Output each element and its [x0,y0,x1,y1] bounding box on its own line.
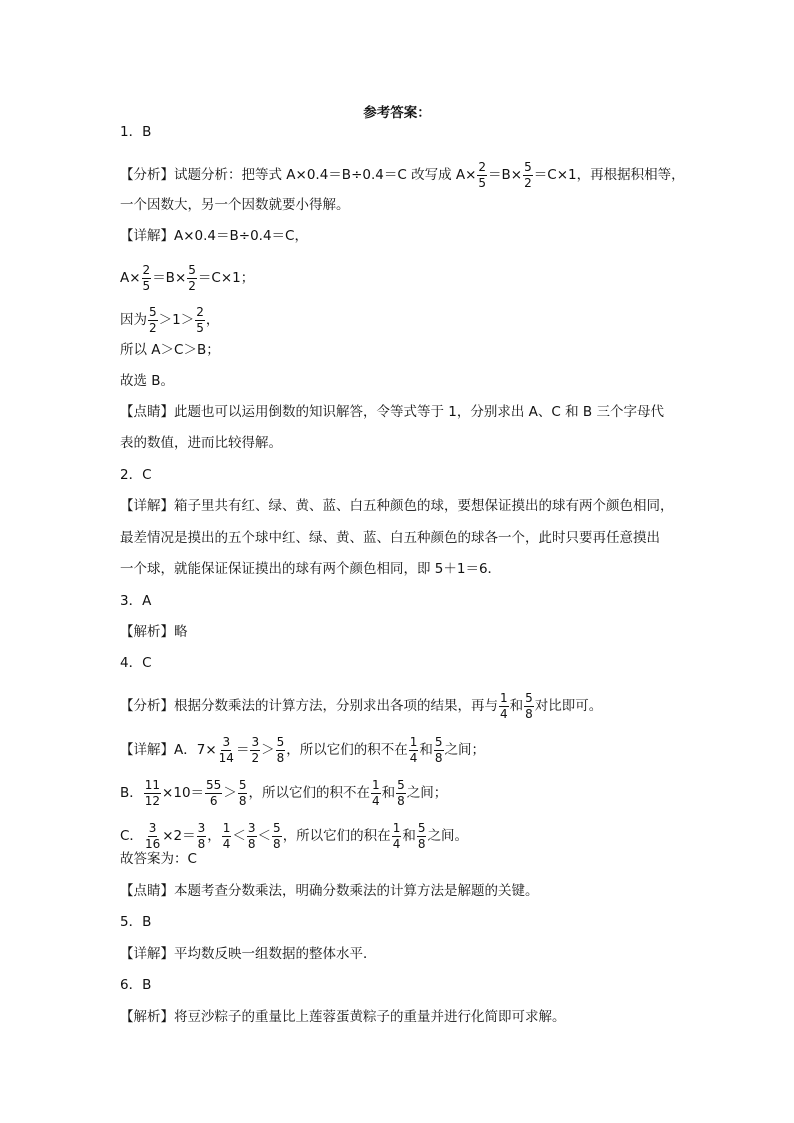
text: ＞ [261,742,275,759]
q1-detail-line-1 [120,230,308,244]
text: ＞1＞ [158,312,195,329]
comment-tag: 【点睛】 [120,404,174,420]
text: 之间； [444,742,485,759]
fraction: $\frac{5}{8}$ [417,821,426,851]
q4-analysis [120,692,602,720]
fraction: $\frac{5}{8}$ [434,735,443,765]
text: ×2＝ [162,828,196,845]
text: 和 [509,698,524,715]
text: ＝B× [152,270,187,287]
q6-number: 6．B [120,977,152,993]
detail-tag: 【详解】 [120,228,174,244]
q2-detail-line-3: 一个球，就能保证保证摸出的球有两个颜色相同，即 5＋1＝6． [120,561,502,577]
text: ，所以它们的积不在 [248,785,370,802]
q2-detail-line-2: 最差情况是摸出的五个球中红、绿、黄、蓝、白五种颜色的球各一个，此时只要再任意摸出 [120,530,660,546]
fraction: $\frac{3}{14}$ [218,735,234,765]
text: ＝C×1； [197,270,255,287]
fraction: $\frac{5}{8}$ [276,735,285,765]
text: 箱子里共有红、绿、黄、蓝、白五种颜色的球，要想保证摸出的球有两个颜色相同， [174,498,674,514]
text: 之间； [406,785,448,802]
q3-number: 3．A [120,593,152,609]
option-label: C． [120,828,143,845]
q4-detail-b [120,779,447,807]
text: ，所以它们的积在 [282,828,391,845]
q4-answer: 故答案为：C [120,851,197,867]
q1-comment-line-1 [120,406,664,420]
text: ×10＝ [162,785,205,802]
fraction: $\frac{2}{5}$ [142,263,151,293]
fraction: $\frac{5}{2}$ [524,160,532,190]
q1-detail-line-4: 所以 A＞C＞B； [120,342,220,358]
fraction: $\frac{5}{8}$ [525,691,533,721]
fraction: $\frac{5}{2}$ [188,263,196,293]
option-label: B． [120,785,143,802]
fraction: $\frac{5}{2}$ [149,305,157,335]
detail-tag: 【详解】 [120,498,174,514]
q2-detail-line-1 [120,500,674,514]
q6-explain [120,1011,566,1025]
text: 将豆沙粽子的重量比上莲蓉蛋黄粽子的重量并进行化简即可求解。 [174,1009,566,1025]
q2-number: 2．C [120,467,152,483]
explain-tag: 【解析】 [120,624,174,640]
q4-comment [120,885,539,899]
q1-analysis-line-1 [120,161,685,189]
fraction: $\frac{1}{4}$ [392,821,401,851]
text: ， [205,312,220,329]
text: ＜ [257,828,272,845]
text: ＝ [235,742,250,759]
text: A×0.4＝B÷0.4＝C， [174,228,308,244]
text: ， [207,828,221,845]
fraction: $\frac{3}{8}$ [247,821,256,851]
q1-detail-line-5: 故选 B。 [120,373,175,389]
fraction: $\frac{1}{4}$ [371,778,380,808]
q4-number: 4．C [120,655,152,671]
text: 平均数反映一组数据的整体水平． [174,946,377,962]
detail-tag: 【详解】 [120,742,174,759]
text: ＜ [232,828,246,845]
explain-tag: 【解析】 [120,1009,174,1025]
text: 和 [402,828,416,845]
fraction: $\frac{5}{8}$ [238,778,247,808]
q5-number: 5．B [120,914,152,930]
text: 此题也可以运用倒数的知识解答，令等式等于 1，分别求出 A、C 和 B 三个字母代 [174,404,664,420]
text: ＝B× [488,167,523,184]
q5-detail [120,948,377,962]
comment-tag: 【点睛】 [120,883,174,899]
fraction: $\frac{5}{8}$ [397,778,405,808]
fraction: $\frac{11}{12}$ [144,778,161,808]
text: 和 [419,742,433,759]
text: 试题分析：把等式 A×0.4＝B÷0.4＝C 改写成 A× [174,167,477,184]
option-label: A． [174,742,197,759]
q1-analysis-line-2: 一个因数大，另一个因数就要小得解。 [120,197,350,213]
text: 因为 [120,312,147,329]
q1-number: 1．B [120,124,152,140]
text: 本题考查分数乘法，明确分数乘法的计算方法是解题的关键。 [174,883,539,899]
text: ＞ [223,785,237,802]
text: ＝C×1，再根据积相等， [533,167,685,184]
page-title: 参考答案： [363,105,431,121]
q1-comment-line-2: 表的数值，进而比较得解。 [120,435,282,451]
q3-explain [120,626,188,640]
q4-detail-a [120,736,485,764]
q4-detail-c [120,822,468,850]
fraction: $\frac{2}{5}$ [478,160,487,190]
text: 7× [196,742,217,759]
fraction: $\frac{1}{4}$ [409,735,418,765]
text: 对比即可。 [534,698,603,715]
q1-detail-line-2 [120,264,254,292]
text: ，所以它们的积不在 [286,742,408,759]
analysis-tag: 【分析】 [120,698,174,715]
fraction: $\frac{3}{2}$ [251,735,260,765]
text: 之间。 [427,828,468,845]
q1-detail-line-3 [120,306,219,334]
text: A× [120,270,141,287]
detail-tag: 【详解】 [120,946,174,962]
text: 略 [174,624,188,640]
fraction: $\frac{1}{4}$ [222,821,231,851]
fraction: $\frac{5}{8}$ [273,821,281,851]
fraction: $\frac{3}{16}$ [144,821,161,851]
fraction: $\frac{2}{5}$ [196,305,204,335]
fraction: $\frac{55}{6}$ [206,778,222,808]
fraction: $\frac{1}{4}$ [500,691,508,721]
fraction: $\frac{3}{8}$ [197,821,206,851]
text: 和 [381,785,396,802]
text: 根据分数乘法的计算方法，分别求出各项的结果，再与 [174,698,498,715]
analysis-tag: 【分析】 [120,167,174,184]
